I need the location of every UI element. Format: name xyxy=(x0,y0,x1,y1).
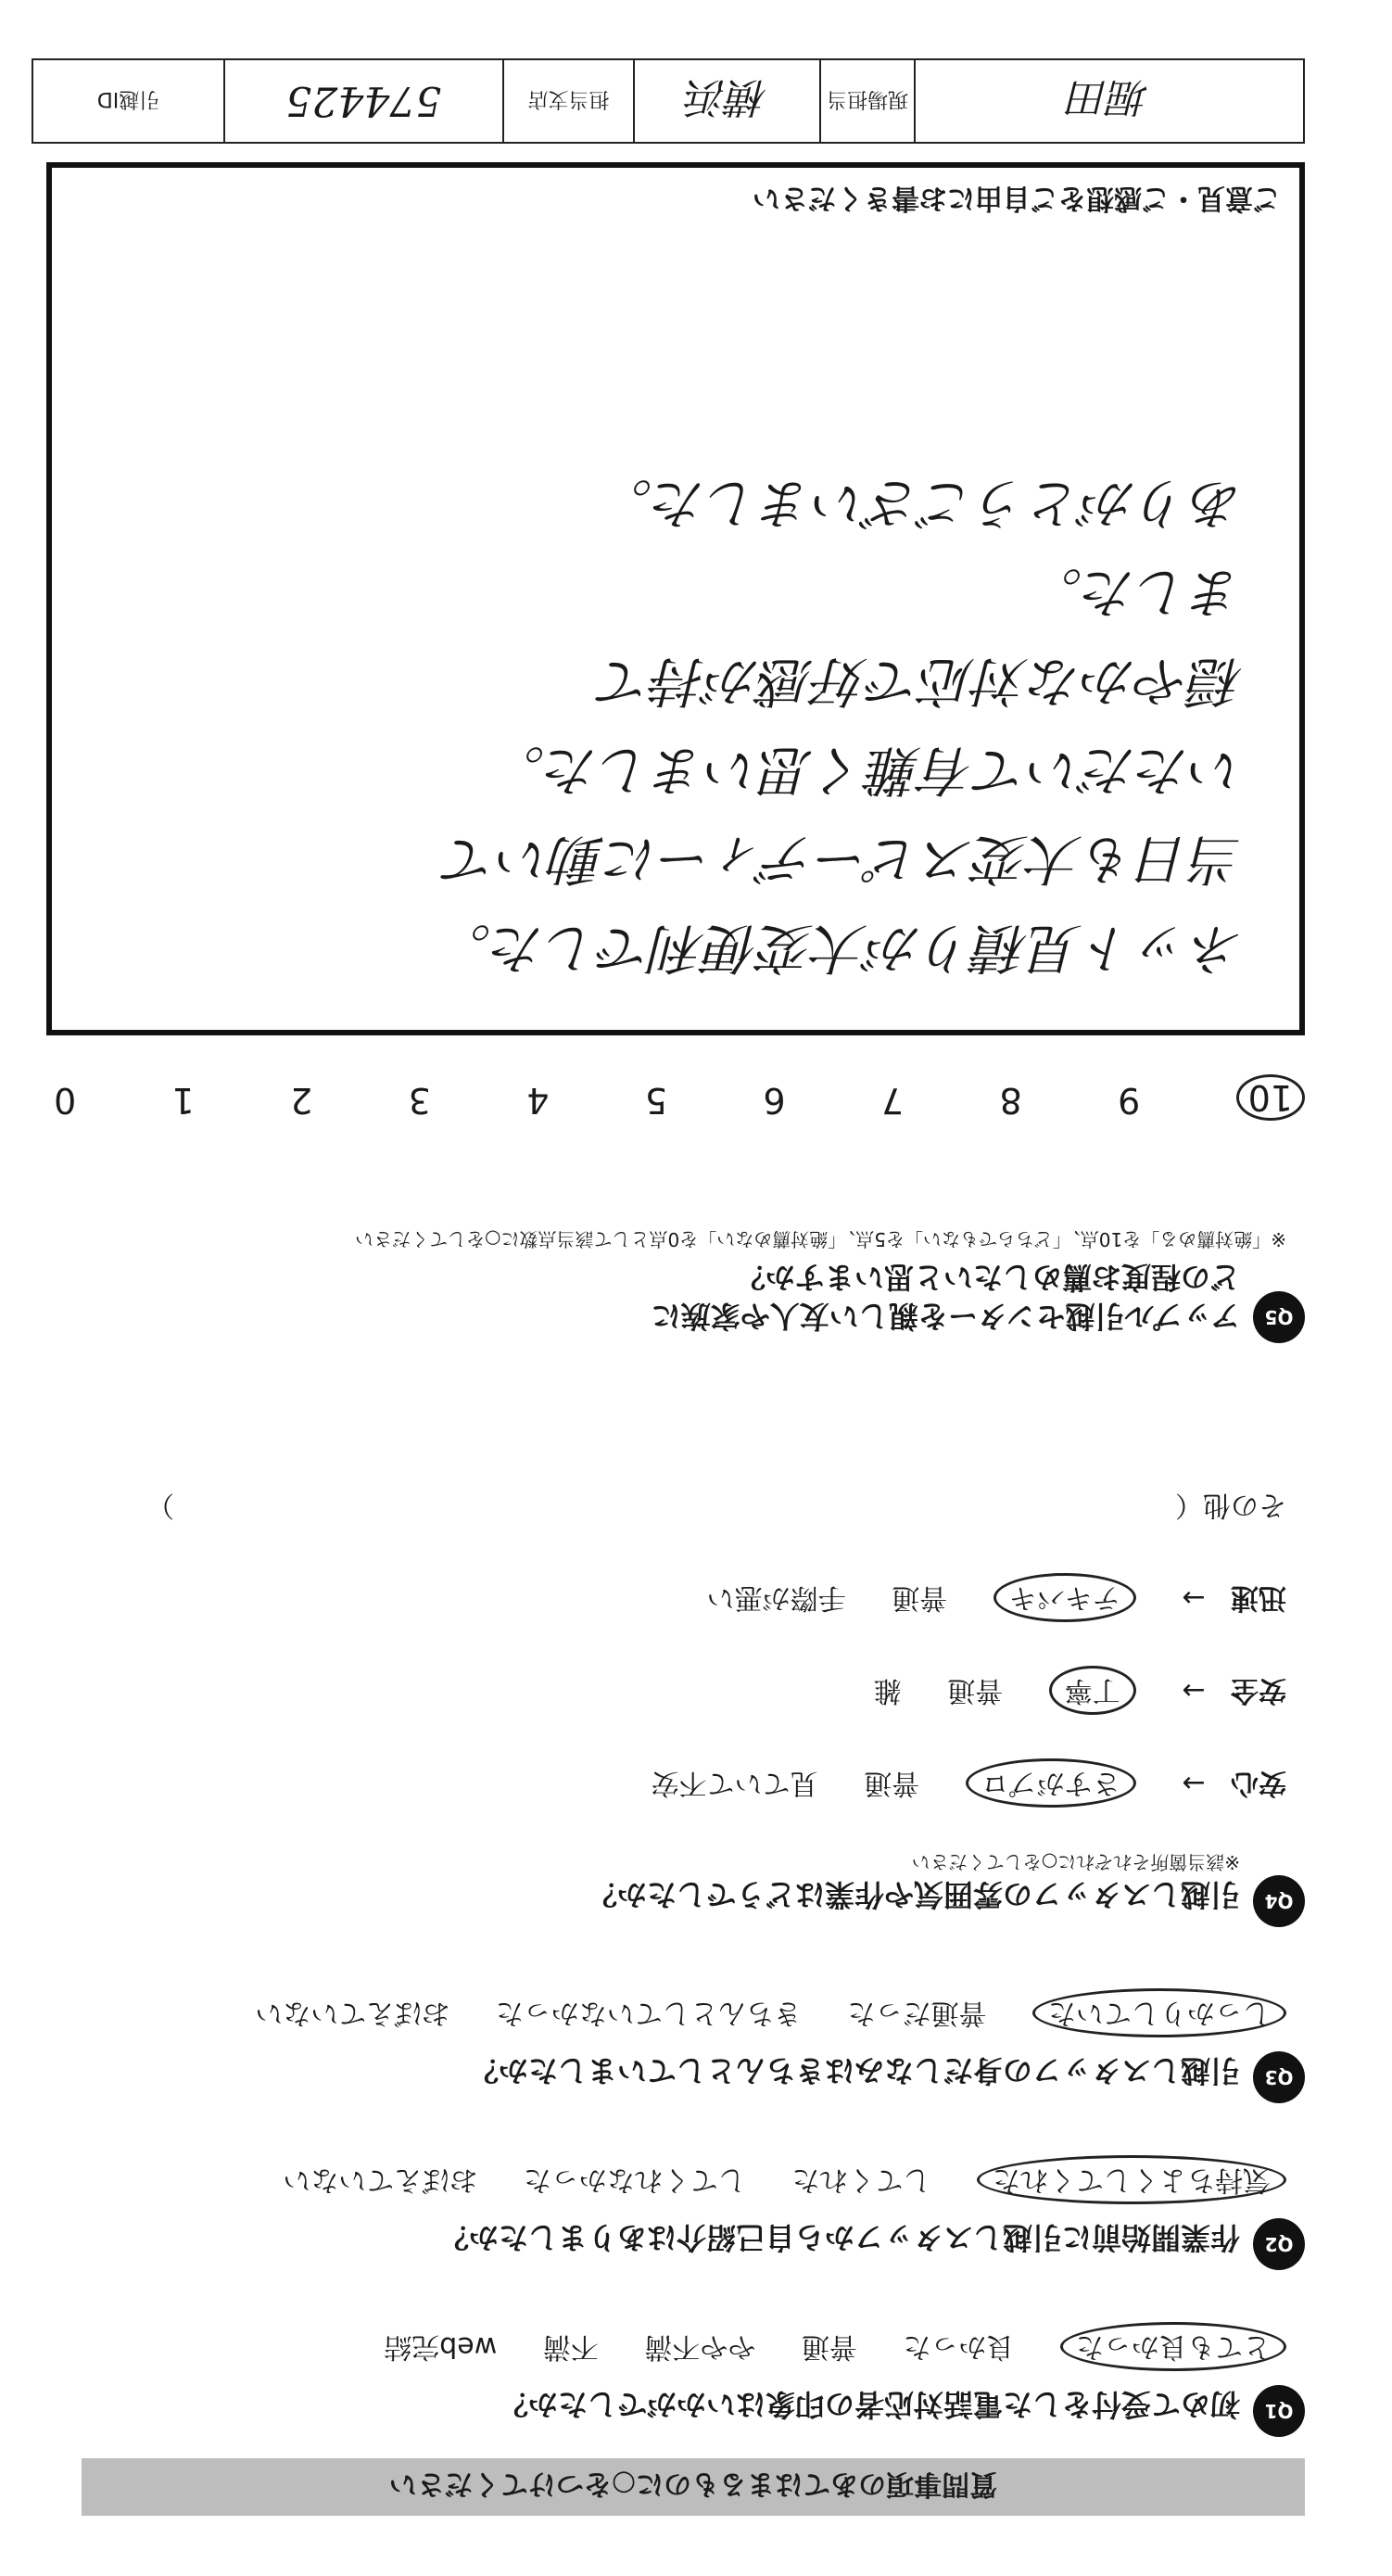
scale-value[interactable]: 1 xyxy=(171,1080,195,1121)
scale-value[interactable]: 9 xyxy=(1118,1080,1141,1121)
q1-badge: Q1 xyxy=(1253,2385,1305,2437)
q4-option[interactable]: 普通 xyxy=(892,1581,948,1614)
header-table xyxy=(32,58,1305,144)
q2-text: 作業開始前に引越しスタッフから自己紹介はありましたか？ xyxy=(438,2220,1240,2255)
q3-option[interactable]: きちんとしていなかった xyxy=(495,1997,802,2029)
q3-text: 引越しスタッフの身だしなみはきちんとしていましたか？ xyxy=(468,2053,1240,2088)
q5-text-line2: どの程度お薦めしたいと思いますか？ xyxy=(735,1260,1240,1295)
q4-option-selected[interactable]: さすがプロ xyxy=(966,1758,1136,1808)
comments-handwriting xyxy=(89,233,1244,993)
q3-options xyxy=(218,1996,1286,2037)
scale-value-selected[interactable]: 10 xyxy=(1236,1074,1305,1121)
q2-options xyxy=(246,2163,1286,2203)
scale-value[interactable]: 2 xyxy=(290,1080,313,1121)
q3-badge: Q3 xyxy=(1253,2051,1305,2103)
q4-row-anshin xyxy=(614,1766,1286,1807)
q3-option-selected[interactable]: しっかりしていた xyxy=(1032,1988,1286,2037)
branch-label: 担当支店 xyxy=(502,60,633,142)
scale-value[interactable]: 8 xyxy=(999,1080,1022,1121)
q1-options xyxy=(347,2329,1286,2370)
q2-option[interactable]: してくれなかった xyxy=(523,2164,746,2196)
id-value: 574425 xyxy=(223,60,502,142)
q3-option[interactable]: 普通だった xyxy=(847,1997,987,2029)
q4-other-close: ） xyxy=(146,1489,174,1521)
q4-option[interactable]: 普通 xyxy=(864,1767,920,1799)
scale-value[interactable]: 7 xyxy=(880,1080,905,1121)
question-4 xyxy=(54,1427,1305,1927)
q4-other-label: その他（ xyxy=(1175,1489,1286,1521)
q2-badge: Q2 xyxy=(1253,2218,1305,2270)
q1-text: 初めて受付をした電話対応者の印象はいかがでしたか？ xyxy=(498,2387,1240,2422)
q1-option-selected[interactable]: とても良かった xyxy=(1060,2322,1286,2371)
comment-line: 当日も大変スピーディーに動いて xyxy=(443,828,1244,891)
q4-note: ※該当箇所それぞれに○をしてください xyxy=(911,1851,1240,1873)
q4-option[interactable]: 見ていて不安 xyxy=(651,1767,818,1799)
q1-option[interactable]: 普通 xyxy=(801,2330,857,2363)
comments-box[interactable] xyxy=(46,162,1305,1035)
question-1 xyxy=(54,2326,1305,2437)
q4-badge: Q4 xyxy=(1253,1875,1305,1927)
q4-text: 引越しスタッフの雰囲気や作業はどうでしたか？ xyxy=(587,1877,1240,1912)
q2-option[interactable]: おぼえていない xyxy=(283,2164,478,2196)
q4-row-label: 安心 xyxy=(1231,1767,1286,1799)
scale-value[interactable]: 5 xyxy=(644,1080,668,1121)
q4-row-jinsoku xyxy=(670,1580,1286,1621)
comment-line: ありがとうございました。 xyxy=(598,472,1244,535)
arrow-icon: → xyxy=(1182,1674,1206,1707)
q3-option[interactable]: おぼえていない xyxy=(255,1997,450,2029)
instructions-banner: 質問事項のあてはまるものに○をつけてください xyxy=(82,2458,1305,2516)
question-2 xyxy=(54,2159,1305,2270)
q4-row-label: 安全 xyxy=(1231,1674,1286,1707)
arrow-icon: → xyxy=(1182,1581,1206,1614)
q2-option-selected[interactable]: 気持ちよくしてくれた xyxy=(977,2155,1286,2204)
comment-line: ネット見積りが大変便利でした。 xyxy=(437,917,1244,980)
recommend-scale xyxy=(54,1074,1305,1121)
q4-option-selected[interactable]: 丁寧 xyxy=(1049,1666,1136,1715)
comments-title: ご意見・ご感想をご自由にお書きください xyxy=(753,182,1281,214)
q4-option[interactable]: 普通 xyxy=(947,1674,1004,1707)
scale-value[interactable]: 0 xyxy=(54,1080,77,1121)
q1-option[interactable]: 不満 xyxy=(542,2330,599,2363)
q1-option[interactable]: web完結 xyxy=(384,2330,498,2363)
question-3 xyxy=(54,1992,1305,2103)
q5-text-line1: アップル引越センターを親しい友人や家族に xyxy=(651,1299,1240,1334)
id-label: 引越ID xyxy=(96,87,160,111)
q4-other[interactable] xyxy=(82,1488,1286,1529)
comment-line: ました。 xyxy=(1028,561,1244,624)
q4-row-anzen xyxy=(837,1673,1286,1714)
arrow-icon: → xyxy=(1182,1767,1206,1799)
q5-badge: Q5 xyxy=(1253,1291,1305,1343)
branch-value: 横浜 xyxy=(633,60,819,142)
q2-option[interactable]: してくれた xyxy=(791,2164,931,2196)
q4-row-label: 迅速 xyxy=(1231,1581,1286,1614)
q4-option[interactable]: 手際が悪い xyxy=(706,1581,846,1614)
q5-note: ※「絶対薦める」を10点、「どちらでもない」を5点、「絶対薦めない」を0点として該当点数に○をしてください xyxy=(355,1228,1286,1250)
scale-value[interactable]: 4 xyxy=(526,1080,550,1121)
q1-option[interactable]: 良かった xyxy=(903,2330,1015,2363)
staff-value: 堀田 xyxy=(914,60,1303,142)
scale-value[interactable]: 3 xyxy=(408,1080,431,1121)
comment-line: 穏やかな対応で好感が持て xyxy=(598,650,1244,713)
staff-label: 現場担当 xyxy=(819,60,914,142)
q1-option[interactable]: やや不満 xyxy=(644,2330,756,2363)
q4-option-selected[interactable]: テキパキ xyxy=(993,1573,1136,1622)
scale-value[interactable]: 6 xyxy=(763,1080,786,1121)
comment-line: いただいて有難く思いました。 xyxy=(490,739,1244,802)
question-5 xyxy=(54,1121,1305,1343)
q4-option[interactable]: 雑 xyxy=(873,1674,902,1707)
